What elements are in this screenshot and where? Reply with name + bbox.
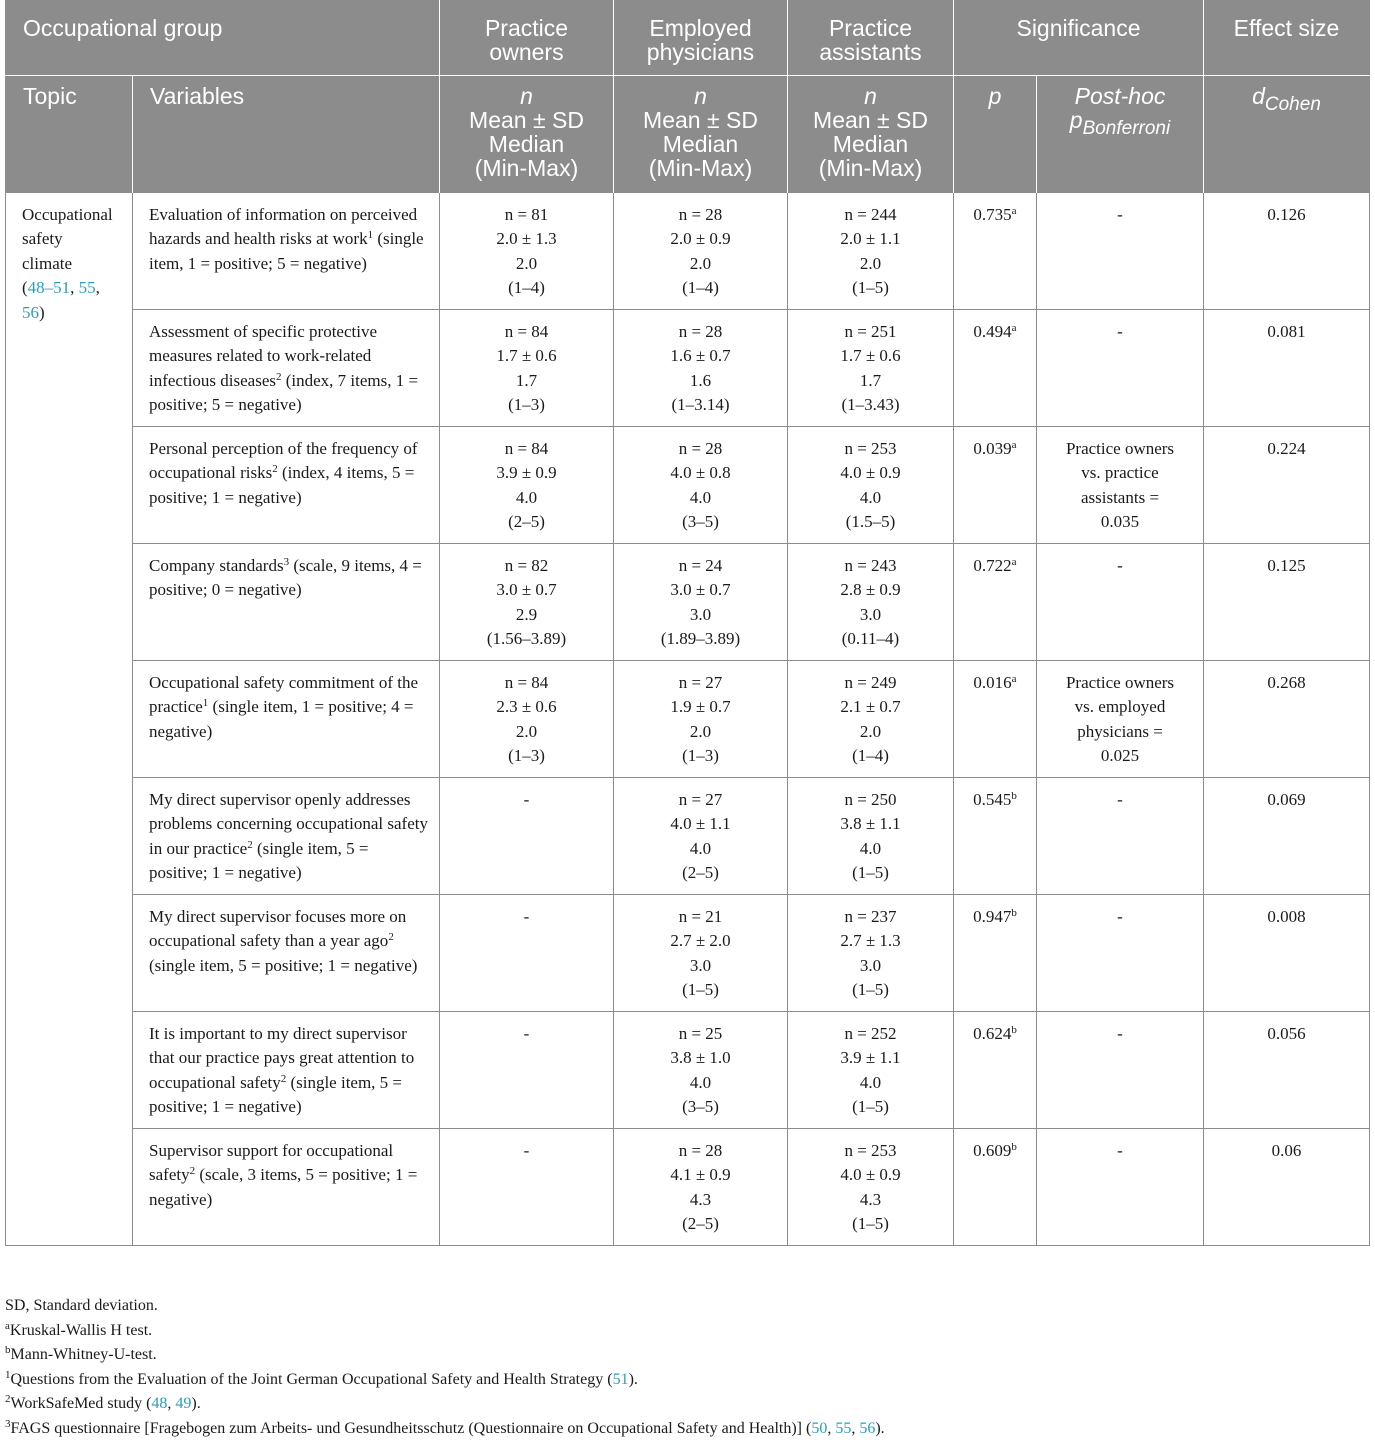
stat-value: 2.0 bbox=[859, 253, 882, 273]
stat-value: 2.0 bbox=[515, 721, 538, 741]
effect-size-cell: 0.06 bbox=[1204, 1128, 1370, 1245]
stat-value: 1.7 bbox=[859, 370, 882, 390]
stat-value: (0.11–4) bbox=[841, 629, 900, 648]
topic-paren: ( bbox=[22, 278, 28, 297]
stat-value: n = 253 bbox=[844, 438, 897, 458]
variable-scale: (index, 7 items, 1 = positive; 5 = negative) bbox=[149, 370, 419, 414]
footnote-text: Mann-Whitney-U-test. bbox=[10, 1346, 157, 1363]
stat-value: n = 81 bbox=[504, 204, 549, 224]
stat-value: 2.0 ± 1.1 bbox=[840, 229, 901, 248]
effect-size-cell: 0.081 bbox=[1204, 309, 1370, 426]
stat-value: n = 28 bbox=[678, 321, 723, 341]
stat-value: 2.3 ± 0.6 bbox=[496, 697, 557, 716]
stat-value: (2–5) bbox=[682, 1214, 719, 1233]
stat-value: (1.56–3.89) bbox=[486, 629, 567, 648]
stat-value: 2.9 bbox=[515, 604, 538, 624]
stats-employed bbox=[614, 1128, 788, 1245]
test-mark: a bbox=[1011, 321, 1017, 334]
stats-owners bbox=[440, 1128, 614, 1245]
footnote-sep: , bbox=[167, 1395, 176, 1412]
reference-link[interactable]: 55 bbox=[78, 278, 96, 297]
stat-value: 1.6 bbox=[689, 370, 712, 390]
header-practice-owners: Practice owners bbox=[440, 0, 614, 75]
stat-value: 1.9 ± 0.7 bbox=[670, 697, 731, 716]
footnote bbox=[5, 1319, 885, 1344]
stat-value: 4.0 ± 1.1 bbox=[670, 814, 731, 833]
stat-value: 4.0 bbox=[689, 1072, 712, 1092]
variable-cell bbox=[133, 1128, 440, 1245]
variable-text: Assessment of specific protective measures related to work-related infectious diseases bbox=[149, 321, 378, 390]
p-value-cell bbox=[954, 1011, 1037, 1128]
footnote-text: FAGS questionnaire [Fragebogen zum Arbeits- und Gesundheitsschutz (Questionnaire on Occupational Safety and Health)] ( bbox=[10, 1419, 812, 1437]
footnote-mark: 2 bbox=[189, 1165, 196, 1177]
table-row bbox=[6, 192, 1370, 309]
stat-value: (1.5–5) bbox=[845, 512, 896, 531]
stat-value: (1–5) bbox=[852, 863, 889, 882]
stat-value: n = 21 bbox=[678, 906, 723, 926]
stat-value: 4.0 bbox=[515, 487, 538, 507]
posthoc-cell bbox=[1037, 894, 1204, 1011]
stat-value: 3.0 bbox=[689, 955, 712, 975]
stat-value: (1–5) bbox=[852, 278, 889, 297]
stat-value: 4.0 ± 0.8 bbox=[670, 463, 731, 482]
stats-employed bbox=[614, 426, 788, 543]
topic-paren: ) bbox=[39, 302, 45, 322]
variable-cell bbox=[133, 192, 440, 309]
variable-cell bbox=[133, 660, 440, 777]
stat-value: 2.0 ± 0.9 bbox=[670, 229, 731, 248]
stat-value: n = 28 bbox=[678, 438, 723, 458]
table-body bbox=[6, 192, 1370, 1245]
stat-value: 3.9 ± 1.1 bbox=[840, 1048, 901, 1067]
header-d-cohen: $d_{Cohen}$ bbox=[1204, 75, 1370, 192]
stats-owners bbox=[440, 777, 614, 894]
stat-value: n = 27 bbox=[678, 789, 723, 809]
p-value-cell bbox=[954, 660, 1037, 777]
header-employed-physicians: Employed physicians bbox=[614, 0, 788, 75]
stat-value: 2.0 bbox=[859, 721, 882, 741]
footnote-mark: 2 bbox=[388, 931, 394, 943]
stats-assistants bbox=[788, 1011, 954, 1128]
stat-value: 4.0 ± 0.9 bbox=[840, 463, 901, 482]
stat-value: 2.7 ± 2.0 bbox=[670, 931, 731, 950]
posthoc-cell bbox=[1037, 1011, 1204, 1128]
stat-value: 3.8 ± 1.0 bbox=[670, 1048, 731, 1067]
p-value-cell bbox=[954, 192, 1037, 309]
topic-text: Occupational bbox=[22, 204, 113, 224]
stats-employed bbox=[614, 894, 788, 1011]
variable-cell bbox=[133, 309, 440, 426]
stat-value: 1.7 ± 0.6 bbox=[840, 346, 901, 365]
p-value-cell bbox=[954, 426, 1037, 543]
stat-value: (1–5) bbox=[682, 980, 719, 999]
stat-value: n = 25 bbox=[678, 1023, 723, 1043]
posthoc-text: - bbox=[1117, 906, 1123, 926]
stat-value: 4.3 bbox=[859, 1189, 882, 1209]
table-row bbox=[6, 1011, 1370, 1128]
stat-value: (3–5) bbox=[682, 1097, 719, 1116]
footnote-sep: , bbox=[827, 1419, 836, 1437]
stat-value: 4.0 ± 0.9 bbox=[840, 1165, 901, 1184]
stat-value: (1–5) bbox=[852, 1097, 889, 1116]
footnote-sep: , bbox=[851, 1419, 860, 1437]
p-value: 0.735 bbox=[973, 204, 1012, 224]
footnote-text: SD, Standard deviation. bbox=[5, 1297, 158, 1314]
stat-value: n = 28 bbox=[678, 1140, 723, 1160]
stat-value: 4.0 bbox=[859, 487, 882, 507]
footnote-mark: 1 bbox=[367, 229, 374, 241]
header-effect-size: Effect size bbox=[1204, 0, 1370, 75]
footnote-text: Questions from the Evaluation of the Joint German Occupational Safety and Health Strategy ( bbox=[10, 1370, 613, 1388]
variable-text: Personal perception of the frequency of occupational risks bbox=[149, 438, 418, 482]
stat-value: n = 84 bbox=[504, 672, 549, 692]
footnote-text: WorkSafeMed study ( bbox=[10, 1395, 152, 1412]
posthoc-text: physicians = bbox=[1077, 721, 1163, 741]
stat-value: n = 84 bbox=[504, 438, 549, 458]
stat-value: 1.7 bbox=[515, 370, 538, 390]
stat-value: (1–5) bbox=[852, 980, 889, 999]
posthoc-text: - bbox=[1117, 204, 1123, 224]
header-topic: Topic bbox=[6, 75, 133, 192]
stat-value: n = 250 bbox=[844, 789, 897, 809]
effect-size-cell: 0.126 bbox=[1204, 192, 1370, 309]
footnote-end: ). bbox=[875, 1419, 885, 1437]
test-mark: a bbox=[1011, 555, 1017, 568]
p-value: 0.016 bbox=[973, 672, 1012, 692]
stat-value: (1–3.43) bbox=[841, 395, 900, 414]
footnote-mark: 2 bbox=[5, 1393, 11, 1405]
stat-value: 2.0 bbox=[689, 253, 712, 273]
stat-value: 1.7 ± 0.6 bbox=[496, 346, 557, 365]
reference-link[interactable]: 48–51 bbox=[27, 278, 71, 297]
stats-assistants bbox=[788, 1128, 954, 1245]
variable-scale: (scale, 3 items, 5 = positive; 1 = negative) bbox=[149, 1165, 418, 1209]
posthoc-cell bbox=[1037, 660, 1204, 777]
effect-size-cell: 0.268 bbox=[1204, 660, 1370, 777]
p-value: 0.494 bbox=[973, 321, 1012, 341]
test-mark: b bbox=[1011, 789, 1017, 802]
stat-value: (2–5) bbox=[508, 512, 545, 531]
p-value: 0.722 bbox=[973, 555, 1012, 575]
posthoc-cell bbox=[1037, 543, 1204, 660]
stat-value: (1–5) bbox=[852, 1214, 889, 1233]
stat-value: n = 243 bbox=[844, 555, 897, 575]
posthoc-cell bbox=[1037, 192, 1204, 309]
posthoc-cell bbox=[1037, 309, 1204, 426]
variable-text: Company standards bbox=[149, 555, 284, 575]
stat-value: 4.3 bbox=[689, 1189, 712, 1209]
topic-sep: , bbox=[95, 278, 100, 297]
stat-value: (1–4) bbox=[852, 746, 889, 765]
variable-text: My direct supervisor openly addresses problems concerning occupational safety in our practice bbox=[149, 789, 428, 858]
posthoc-text: 0.025 bbox=[1100, 746, 1140, 765]
variable-text: Occupational safety commitment of the practice bbox=[149, 672, 419, 716]
effect-size-cell: 0.056 bbox=[1204, 1011, 1370, 1128]
p-value-cell bbox=[954, 777, 1037, 894]
stat-value: n = 244 bbox=[844, 204, 897, 224]
stats-employed bbox=[614, 1011, 788, 1128]
results-table bbox=[5, 0, 1370, 1246]
footnote bbox=[5, 1417, 885, 1442]
footnote-mark: 2 bbox=[247, 838, 253, 851]
table-row bbox=[6, 894, 1370, 1011]
posthoc-text: - bbox=[1117, 1140, 1123, 1160]
p-value: 0.039 bbox=[973, 438, 1012, 458]
stat-value: 4.0 bbox=[689, 838, 712, 858]
effect-size-cell: 0.069 bbox=[1204, 777, 1370, 894]
posthoc-text: - bbox=[1117, 321, 1123, 341]
header-stats-employed: n Mean ± SD Median (Min-Max) bbox=[614, 75, 788, 192]
stat-value: (1–3) bbox=[682, 746, 719, 765]
stats-owners bbox=[440, 309, 614, 426]
stat-value: - bbox=[523, 1140, 530, 1160]
footnote bbox=[5, 1294, 885, 1319]
variable-cell bbox=[133, 543, 440, 660]
header-stats-owners: n Mean ± SD Median (Min-Max) bbox=[440, 75, 614, 192]
stat-value: n = 251 bbox=[844, 321, 897, 341]
footnote bbox=[5, 1368, 885, 1393]
stat-value: 1.6 ± 0.7 bbox=[670, 346, 731, 365]
variable-text: It is important to my direct supervisor that our practice pays great attention to occupational safety bbox=[149, 1023, 415, 1092]
header-posthoc: Post-hoc $p_{Bonferroni}$ bbox=[1037, 75, 1204, 192]
stat-value: 3.0 bbox=[859, 955, 882, 975]
stat-value: 4.0 bbox=[859, 838, 882, 858]
stat-value: n = 82 bbox=[504, 555, 549, 575]
variable-cell bbox=[133, 426, 440, 543]
test-mark: b bbox=[1011, 1140, 1017, 1153]
p-value-cell bbox=[954, 894, 1037, 1011]
stat-value: 4.0 bbox=[859, 1072, 882, 1092]
footnote bbox=[5, 1343, 885, 1368]
variable-scale: (single item, 1 = positive; 5 = negative) bbox=[149, 229, 424, 273]
variable-cell bbox=[133, 894, 440, 1011]
stat-value: 4.1 ± 0.9 bbox=[670, 1165, 731, 1184]
stat-value: 2.0 bbox=[515, 253, 538, 273]
variable-text: Supervisor support for occupational safety bbox=[149, 1140, 394, 1184]
table-row bbox=[6, 426, 1370, 543]
stats-assistants bbox=[788, 543, 954, 660]
variable-scale: (single item, 1 = positive; 4 = negative) bbox=[149, 697, 414, 741]
stat-value: - bbox=[523, 906, 530, 926]
footnote-mark: 1 bbox=[202, 697, 209, 709]
variable-text: Evaluation of information on perceived hazards and health risks at work bbox=[149, 204, 418, 248]
stats-owners bbox=[440, 426, 614, 543]
stat-value: 3.0 ± 0.7 bbox=[670, 580, 731, 599]
reference-link[interactable]: 51 bbox=[612, 1370, 629, 1388]
table-container bbox=[5, 0, 1369, 1246]
footnote-mark: 2 bbox=[272, 463, 278, 475]
stats-owners bbox=[440, 1011, 614, 1128]
stat-value: (2–5) bbox=[682, 863, 719, 882]
table-header bbox=[6, 0, 1370, 192]
footnote-text: Kruskal-Wallis H test. bbox=[9, 1321, 153, 1339]
topic-cell bbox=[6, 192, 133, 1245]
header-stats-assistants: n Mean ± SD Median (Min-Max) bbox=[788, 75, 954, 192]
posthoc-text: Practice owners bbox=[1065, 672, 1175, 692]
stats-employed bbox=[614, 543, 788, 660]
p-value-cell bbox=[954, 543, 1037, 660]
posthoc-text: assistants = bbox=[1080, 487, 1160, 507]
stat-value: - bbox=[523, 1023, 530, 1043]
stats-assistants bbox=[788, 894, 954, 1011]
posthoc-text: Practice owners bbox=[1065, 438, 1175, 458]
stat-value: 3.0 ± 0.7 bbox=[496, 580, 557, 599]
posthoc-cell bbox=[1037, 1128, 1204, 1245]
effect-size-cell: 0.008 bbox=[1204, 894, 1370, 1011]
posthoc-text: - bbox=[1117, 789, 1123, 809]
table-row bbox=[6, 309, 1370, 426]
stat-value: 4.0 bbox=[689, 487, 712, 507]
p-value-cell bbox=[954, 309, 1037, 426]
variable-text: My direct supervisor focuses more on occupational safety than a year ago bbox=[149, 906, 407, 950]
stat-value: 2.7 ± 1.3 bbox=[840, 931, 901, 950]
stat-value: 2.0 bbox=[689, 721, 712, 741]
variable-scale: (index, 4 items, 5 = positive; 1 = negative) bbox=[149, 463, 415, 507]
header-practice-assistants: Practice assistants bbox=[788, 0, 954, 75]
stat-value: (1–4) bbox=[682, 278, 719, 297]
stat-value: (1–3.14) bbox=[671, 395, 730, 414]
header-significance: Significance bbox=[954, 0, 1204, 75]
header-occupational-group: Occupational group bbox=[6, 0, 440, 75]
header-p: p bbox=[954, 75, 1037, 192]
stat-value: 2.0 ± 1.3 bbox=[496, 229, 557, 248]
posthoc-text: - bbox=[1117, 555, 1123, 575]
stat-value: n = 84 bbox=[504, 321, 549, 341]
footnote-mark: a bbox=[5, 1319, 10, 1332]
test-mark: a bbox=[1011, 672, 1017, 685]
posthoc-text: - bbox=[1117, 1023, 1123, 1043]
stat-value: n = 237 bbox=[844, 906, 897, 926]
stats-owners bbox=[440, 192, 614, 309]
effect-size-cell: 0.125 bbox=[1204, 543, 1370, 660]
stat-value: 3.0 bbox=[689, 604, 712, 624]
variable-scale: (scale, 9 items, 4 = positive; 0 = negative) bbox=[149, 555, 422, 599]
stats-assistants bbox=[788, 660, 954, 777]
p-value: 0.609 bbox=[973, 1140, 1012, 1160]
stat-value: n = 249 bbox=[844, 672, 897, 692]
variable-scale: (single item, 5 = positive; 1 = negative) bbox=[149, 838, 369, 882]
posthoc-cell bbox=[1037, 426, 1204, 543]
stat-value: (1–4) bbox=[508, 278, 545, 297]
topic-text: safety bbox=[22, 229, 63, 248]
footnote-mark: 3 bbox=[283, 555, 290, 568]
test-mark: b bbox=[1011, 1023, 1017, 1036]
reference-link[interactable]: 49 bbox=[175, 1395, 192, 1412]
p-value: 0.545 bbox=[973, 789, 1012, 809]
stats-owners bbox=[440, 543, 614, 660]
footnote-mark: 2 bbox=[276, 370, 282, 383]
table-row bbox=[6, 777, 1370, 894]
stats-assistants bbox=[788, 777, 954, 894]
table-row bbox=[6, 1128, 1370, 1245]
topic-text: climate bbox=[22, 253, 73, 273]
reference-link[interactable]: 48 bbox=[151, 1395, 168, 1412]
p-value: 0.947 bbox=[973, 906, 1012, 926]
stat-value: - bbox=[523, 789, 530, 809]
stat-value: (1–3) bbox=[508, 746, 545, 765]
reference-link[interactable]: 55 bbox=[835, 1419, 852, 1437]
topic-sep: , bbox=[70, 278, 79, 297]
table-row bbox=[6, 660, 1370, 777]
stats-employed bbox=[614, 660, 788, 777]
footnote-end: ). bbox=[191, 1395, 201, 1412]
posthoc-cell bbox=[1037, 777, 1204, 894]
stats-assistants bbox=[788, 309, 954, 426]
stat-value: n = 252 bbox=[844, 1023, 897, 1043]
stat-value: n = 24 bbox=[678, 555, 723, 575]
posthoc-text: 0.035 bbox=[1100, 512, 1140, 531]
reference-link[interactable]: 50 bbox=[811, 1419, 828, 1437]
footnote-mark: b bbox=[5, 1344, 11, 1356]
stat-value: (1–3) bbox=[508, 395, 545, 414]
stat-value: (3–5) bbox=[682, 512, 719, 531]
stats-owners bbox=[440, 660, 614, 777]
stat-value: n = 253 bbox=[844, 1140, 897, 1160]
variable-cell bbox=[133, 1011, 440, 1128]
footnote bbox=[5, 1392, 885, 1417]
test-mark: a bbox=[1011, 438, 1017, 451]
stat-value: 3.8 ± 1.1 bbox=[840, 814, 901, 833]
stat-value: 3.9 ± 0.9 bbox=[496, 463, 557, 482]
stats-assistants bbox=[788, 426, 954, 543]
stat-value: n = 27 bbox=[678, 672, 723, 692]
reference-link[interactable]: 56 bbox=[859, 1419, 876, 1437]
stat-value: (1.89–3.89) bbox=[660, 629, 741, 648]
footnote-mark: 1 bbox=[5, 1368, 11, 1381]
stats-assistants bbox=[788, 192, 954, 309]
header-variables: Variables bbox=[133, 75, 440, 192]
footnote-end: ). bbox=[628, 1370, 638, 1388]
variable-cell bbox=[133, 777, 440, 894]
stats-owners bbox=[440, 894, 614, 1011]
stat-value: 3.0 bbox=[859, 604, 882, 624]
p-value-cell bbox=[954, 1128, 1037, 1245]
variable-scale: (single item, 5 = positive; 1 = negative) bbox=[149, 1072, 403, 1116]
stats-employed bbox=[614, 777, 788, 894]
posthoc-text: vs. practice bbox=[1081, 463, 1159, 482]
stat-value: 2.8 ± 0.9 bbox=[840, 580, 901, 599]
stat-value: 2.1 ± 0.7 bbox=[840, 697, 901, 716]
p-value: 0.624 bbox=[973, 1023, 1012, 1043]
variable-scale: (single item, 5 = positive; 1 = negative) bbox=[149, 955, 418, 975]
footnote-mark: 2 bbox=[280, 1072, 287, 1085]
effect-size-cell: 0.224 bbox=[1204, 426, 1370, 543]
footnote-mark: 3 bbox=[5, 1417, 11, 1430]
test-mark: b bbox=[1011, 906, 1017, 919]
table-row bbox=[6, 543, 1370, 660]
footnotes bbox=[5, 1294, 885, 1441]
reference-link[interactable]: 56 bbox=[22, 302, 39, 322]
test-mark: a bbox=[1011, 204, 1017, 217]
posthoc-text: vs. employed bbox=[1074, 697, 1166, 716]
stats-employed bbox=[614, 192, 788, 309]
stats-employed bbox=[614, 309, 788, 426]
stat-value: n = 28 bbox=[678, 204, 723, 224]
